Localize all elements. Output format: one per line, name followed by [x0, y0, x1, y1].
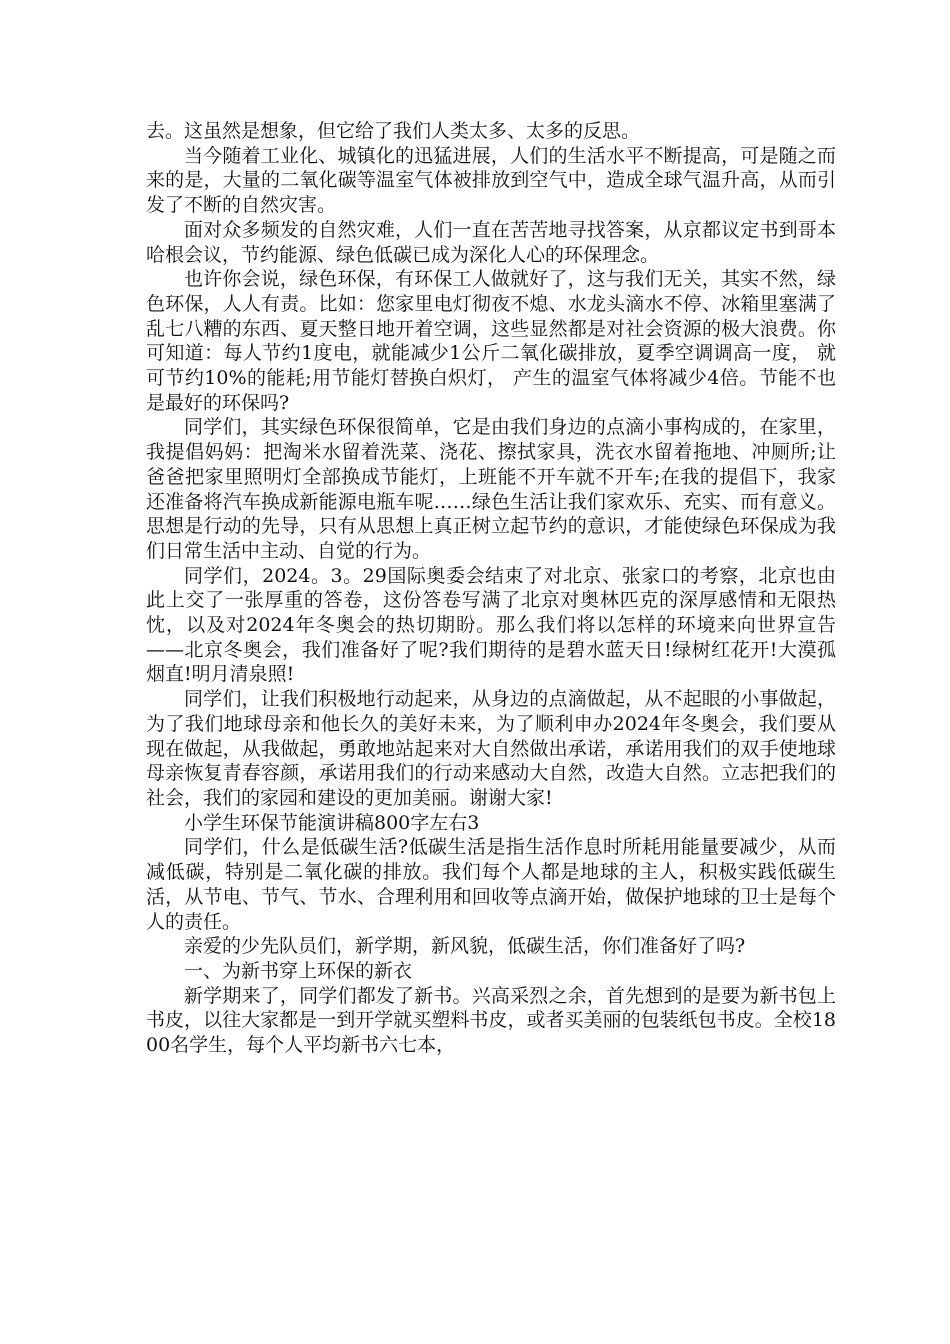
paragraph-olympics: 同学们，2024。3。29国际奥委会结束了对北京、张家口的考察，北京也由此上交了一张厚重的答卷，这份答卷写满了北京对奥林匹克的深厚感情和无限热忱，以及对2024年冬奥会的热切期盼。那么我们将以怎样的环境来向世界宣告——北京冬奥会，我们准备好了呢?我们期待的是碧水蓝天日!绿树红花开!大漠孤烟直!明月清泉照! — [146, 564, 836, 686]
paragraph-low-carbon: 同学们，什么是低碳生活?低碳生活是指生活作息时所耗用能量要减少，从而减低碳，特别是二氧化碳的排放。我们每个人都是地球的主人，积极实践低碳生活，从节电、节气、节水、合理利用和回收等点滴开始，做保护地球的卫士是每个人的责任。 — [146, 836, 836, 933]
paragraph-industrialization: 当今随着工业化、城镇化的迅猛进展，人们的生活水平不断提高，可是随之而来的是，大量的二氧化碳等温室气体被排放到空气中，造成全球气温升高，从而引发了不断的自然灾害。 — [146, 144, 836, 217]
document-page — [146, 119, 836, 1058]
paragraph-continuation: 去。这虽然是想象，但它给了我们人类太多、太多的反思。 — [146, 120, 641, 142]
paragraph-call-to-action: 同学们，让我们积极地行动起来，从身边的点滴做起，从不起眼的小事做起，为了我们地球母亲和他长久的美好未来，为了顺利申办2024年冬奥会，我们要从现在做起，从我做起，勇敢地站起来对大自然做出承诺，承诺用我们的双手使地球母亲恢复青春容颜，承诺用我们的行动来感动大自然，改造大自然。立志把我们的社会，我们的家园和建设的更加美丽。谢谢大家! — [146, 688, 836, 809]
paragraph-new-books: 新学期来了，同学们都发了新书。兴高采烈之余，首先想到的是要为新书包上书皮，以往大家都是一到开学就买塑料书皮，或者买美丽的包装纸包书皮。全校1800名学生，每个人平均新书六七本， — [146, 984, 836, 1057]
paragraph-green-home: 同学们，其实绿色环保很简单，它是由我们身边的点滴小事构成的，在家里，我提倡妈妈：把淘米水留着洗菜、浇花、擦拭家具，洗衣水留着拖地、冲厕所;让爸爸把家里照明灯全部换成节能灯，上班能不开车就不开车;在我的提倡下，我家还准备将汽车换成新能源电瓶车呢……绿色生活让我们家欢乐、充实、而有意义。思想是行动的先导，只有从思想上真正树立起节约的意识，才能使绿色环保成为我们日常生活中主动、自觉的行为。 — [146, 416, 836, 562]
paragraph-responsibility: 也许你会说，绿色环保，有环保工人做就好了，这与我们无关，其实不然，绿色环保，人人有责。比如：您家里电灯彻夜不熄、水龙头滴水不停、冰箱里塞满了乱七八糟的东西、夏天整日地开着空调，这些显然都是对社会资源的极大浪费。你可知道：每人节约1度电，就能减少1公斤二氧化碳排放，夏季空调调高一度， 就可节约10%的能耗;用节能灯替换白炽灯， 产生的温室气体将减少4倍。节能不也是最好的环保吗? — [146, 268, 836, 414]
paragraph-disasters: 面对众多频发的自然灾难，人们一直在苦苦地寻找答案，从京都议定书到哥本哈根会议，节约能源、绿色低碳已成为深化人心的环保理念。 — [146, 218, 836, 266]
section-title: 小学生环保节能演讲稿800字左右3 — [184, 811, 480, 834]
paragraph-new-semester: 亲爱的少先队员们，新学期，新风貌，低碳生活，你们准备好了吗? — [184, 935, 746, 958]
section-heading-book-covers: 一、为新书穿上环保的新衣 — [184, 959, 413, 982]
